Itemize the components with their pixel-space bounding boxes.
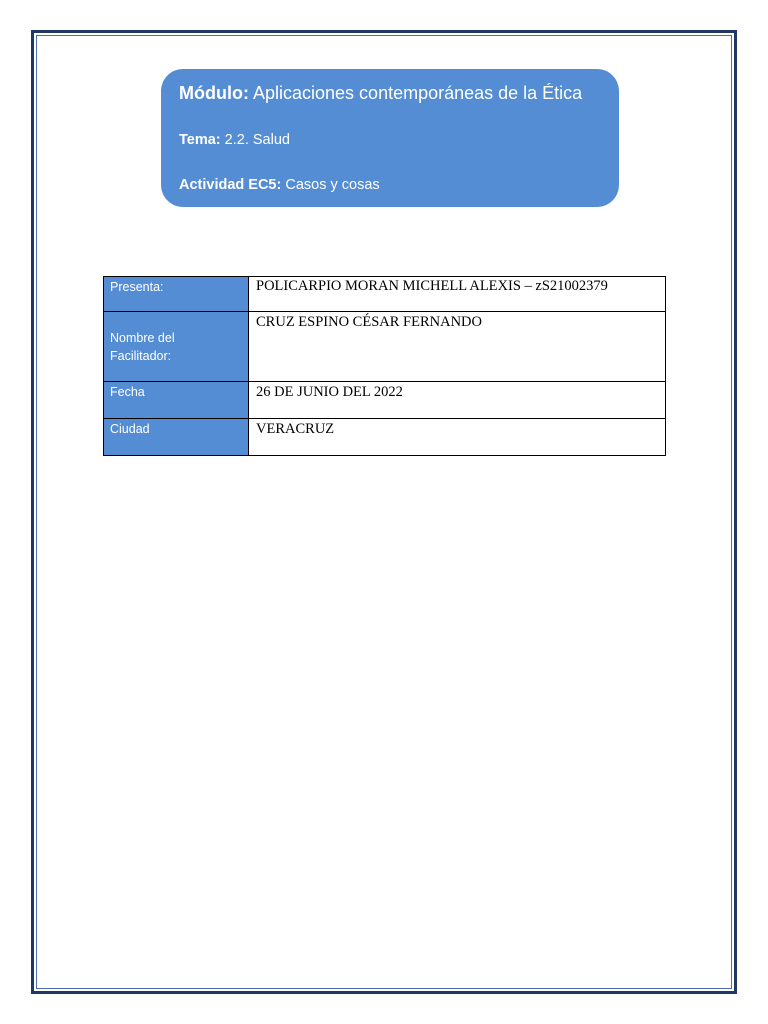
table-row-presenta — [104, 277, 666, 312]
facilitador-label-line1: Nombre del — [110, 331, 175, 345]
fecha-value: 26 DE JUNIO DEL 2022 — [256, 384, 403, 400]
actividad-value: Casos y cosas — [285, 177, 380, 193]
actividad-line — [179, 177, 380, 193]
table-row-facilitador — [104, 312, 666, 382]
facilitador-value: CRUZ ESPINO CÉSAR FERNANDO — [256, 314, 482, 330]
fecha-label-cell — [104, 382, 249, 419]
modulo-value: Aplicaciones contemporáneas de la Ética — [253, 83, 583, 103]
modulo-line — [179, 83, 582, 104]
ciudad-value: VERACRUZ — [256, 421, 335, 437]
modulo-label: Módulo: — [179, 83, 249, 103]
presenta-value-cell — [249, 277, 666, 312]
facilitador-value-cell — [249, 312, 666, 382]
table-row-ciudad — [104, 419, 666, 456]
fecha-value-cell — [249, 382, 666, 419]
facilitador-label-line2: Facilitador: — [110, 349, 172, 363]
tema-line — [179, 132, 290, 148]
presenta-label-cell — [104, 277, 249, 312]
tema-value: 2.2. Salud — [224, 132, 290, 148]
presenta-label: Presenta: — [110, 280, 164, 294]
table-row-fecha — [104, 382, 666, 419]
facilitador-label — [104, 312, 248, 365]
module-header-box — [161, 69, 619, 207]
student-info-table — [103, 276, 666, 456]
actividad-label: Actividad EC5: — [179, 177, 282, 193]
tema-label: Tema: — [179, 132, 221, 148]
ciudad-value-cell — [249, 419, 666, 456]
ciudad-label: Ciudad — [110, 422, 150, 436]
ciudad-label-cell — [104, 419, 249, 456]
facilitador-label-cell — [104, 312, 249, 382]
presenta-value: POLICARPIO MORAN MICHELL ALEXIS – zS21002379 — [256, 278, 608, 294]
fecha-label: Fecha — [110, 385, 145, 399]
